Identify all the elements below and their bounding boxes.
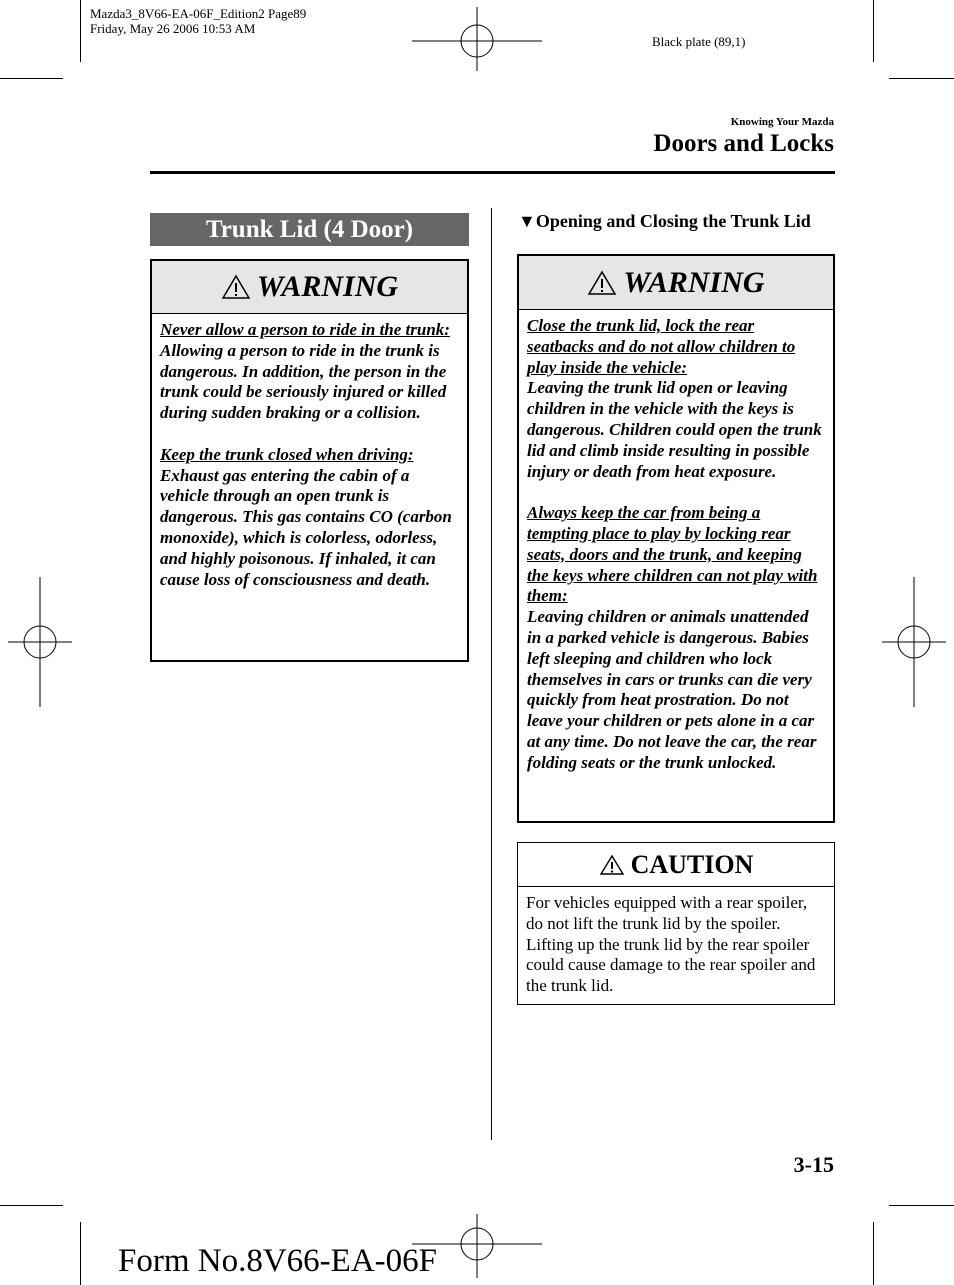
registration-mark-icon	[8, 577, 72, 707]
warning-item-heading: Always keep the car from being a tempting place to play by locking rear seats, doors and the trunk, and keeping the keys where children can not play with them:	[527, 503, 818, 606]
page-number: 3-15	[793, 1152, 834, 1177]
crop-mark	[80, 1222, 81, 1285]
section-band-title: Trunk Lid (4 Door)	[150, 213, 469, 246]
print-info	[90, 6, 306, 36]
warning-label: WARNING	[256, 270, 399, 303]
crop-mark	[80, 0, 81, 62]
warning-item-text: Exhaust gas entering the cabin of a vehicle through an open trunk is dangerous. This gas contains CO (carbon monoxide), which is colorless, odorless, and highly poisonous. If inhaled, it can cause loss of consciousness and death.	[160, 465, 452, 589]
warning-label: WARNING	[623, 265, 765, 299]
print-info-date: Friday, May 26 2006 10:53 AM	[90, 21, 256, 36]
warning-item	[160, 445, 459, 591]
warning-item-text: Leaving the trunk lid open or leaving children in the vehicle with the keys is dangerous. Children could open the trunk lid and climb inside resulting in possible injury or death from heat exposure.	[527, 378, 822, 481]
warning-item-heading: Never allow a person to ride in the trunk:	[160, 320, 450, 339]
subheading	[518, 211, 811, 232]
warning-item-heading: Close the trunk lid, lock the rear seatbacks and do not allow children to play inside the vehicle:	[527, 316, 796, 377]
warning-triangle-icon	[599, 854, 625, 876]
warning-item	[527, 503, 825, 773]
caution-label: CAUTION	[630, 849, 754, 879]
warning-item-text: Allowing a person to ride in the trunk is dangerous. In addition, the person in the trunk could be seriously injured or killed during sudden braking or a collision.	[160, 340, 447, 423]
page-title: Doors and Locks	[653, 130, 834, 157]
crop-mark	[873, 0, 874, 62]
warning-item-heading: Keep the trunk closed when driving:	[160, 444, 414, 464]
warning-item	[527, 316, 825, 482]
crop-mark	[0, 1205, 63, 1206]
warning-item-text: Leaving children or animals unattended in a parked vehicle is dangerous. Babies left sleeping and children who lock themselves in cars or trunks can die very quickly from heat prostration. Do not leave your children or pets alone in a car at any time. Do not leave the car, the rear folding seats or the trunk unlocked.	[527, 607, 817, 772]
crop-mark	[889, 78, 954, 79]
crop-mark	[873, 1222, 874, 1285]
crop-mark	[0, 78, 63, 79]
caution-box	[517, 842, 835, 1005]
print-info-file: Mazda3_8V66-EA-06F_Edition2 Page89	[90, 6, 307, 21]
column-divider	[491, 208, 492, 1140]
caution-header	[518, 843, 834, 887]
warning-body	[152, 314, 467, 590]
warning-body	[519, 310, 833, 774]
warning-triangle-icon	[587, 270, 617, 296]
warning-triangle-icon	[221, 274, 251, 300]
warning-header	[152, 261, 467, 314]
crop-mark	[889, 1205, 954, 1206]
section-label: Knowing Your Mazda	[730, 116, 834, 128]
subheading-text: Opening and Closing the Trunk Lid	[535, 211, 811, 231]
plate-label: Black plate (89,1)	[652, 34, 746, 49]
caution-body	[518, 887, 834, 997]
warning-box-right	[517, 254, 835, 823]
form-number: Form No.8V66-EA-06F	[118, 1243, 437, 1279]
registration-mark-icon	[412, 7, 542, 71]
warning-header	[519, 256, 833, 310]
caution-text: For vehicles equipped with a rear spoiler, do not lift the trunk lid by the spoiler. Lifting up the trunk lid by the rear spoiler could cause damage to the rear spoiler and the trunk lid.	[526, 893, 816, 996]
warning-box-left	[150, 259, 469, 662]
warning-item	[160, 320, 459, 424]
registration-mark-icon	[882, 577, 946, 707]
header-rule	[150, 171, 835, 174]
subheading-marker-icon: ▼	[518, 211, 536, 231]
